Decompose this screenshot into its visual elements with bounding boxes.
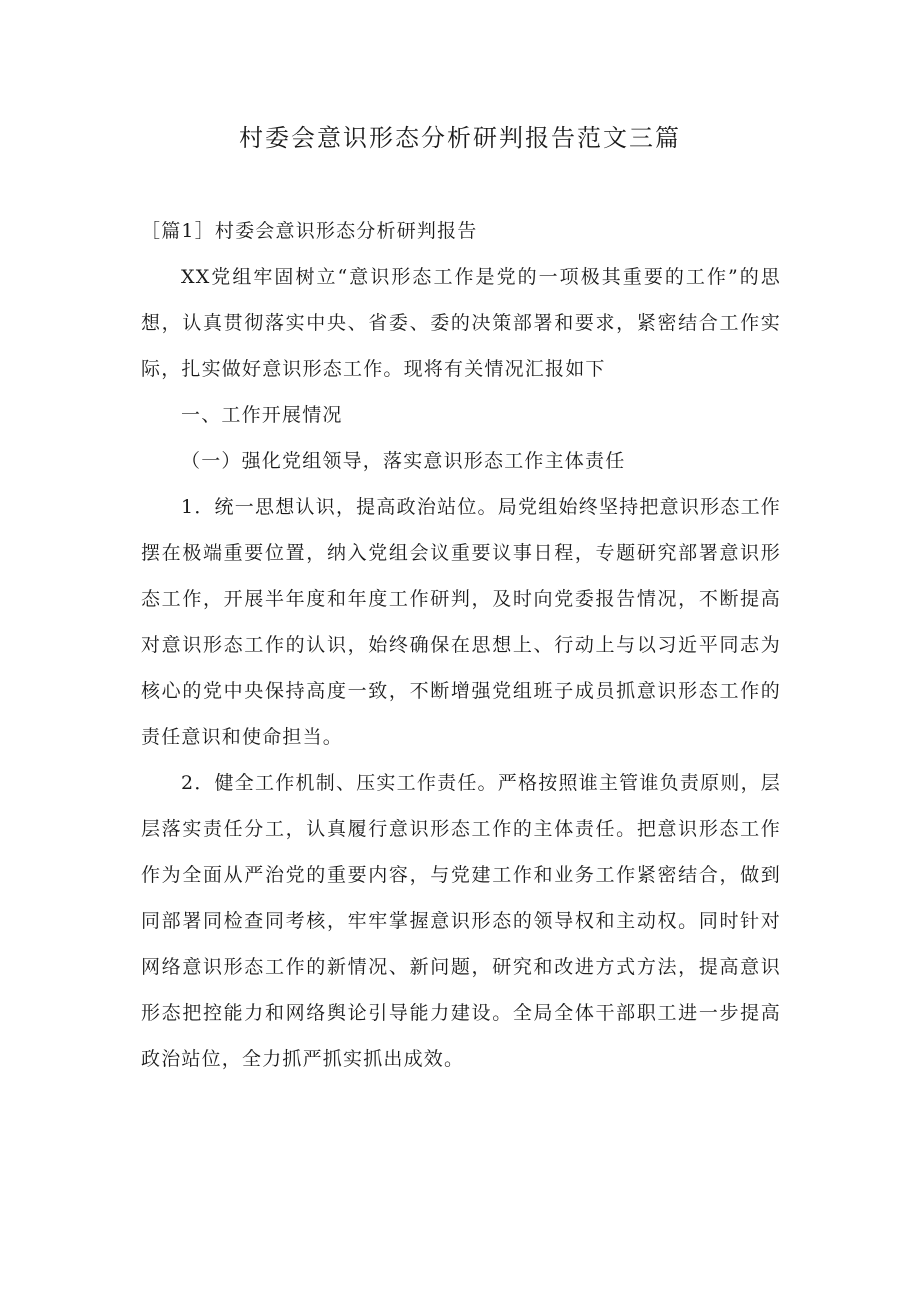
document-body [141,208,781,1082]
item-paragraph-2: 2．健全工作机制、压实工作责任。严格按照谁主管谁负责原则，层层落实责任分工，认真履行意识形态工作的主体责任。把意识形态工作作为全面从严治党的重要内容，与党建工作和业务工作紧密结合，做到同部署同检查同考核，牢牢掌握意识形态的领导权和主动权。同时针对网络意识形态工作的新情况、新问题，研究和改进方式方法，提高意识形态把控能力和网络舆论引导能力建设。全局全体干部职工进一步提高政治站位，全力抓严抓实抓出成效。 [141,772,781,1070]
section-heading: 一、工作开展情况 [181,404,343,426]
chapter-heading: ［篇1］村委会意识形态分析研判报告 [141,220,478,242]
item-paragraph-1: 1．统一思想认识，提高政治站位。局党组始终坚持把意识形态工作摆在极端重要位置，纳入党组会议重要议事日程，专题研究部署意识形态工作，开展半年度和年度工作研判，及时向党委报告情况，不断提高对意识形态工作的认识，始终确保在思想上、行动上与以习近平同志为核心的党中央保持高度一致，不断增强党组班子成员抓意识形态工作的责任意识和使命担当。 [141,496,781,748]
subsection-heading: （一）强化党组领导，落实意识形态工作主体责任 [181,450,626,472]
document-title: 村委会意识形态分析研判报告范文三篇 [239,124,681,152]
intro-paragraph: XX党组牢固树立“意识形态工作是党的一项极其重要的工作”的思想，认真贯彻落实中央、省委、委的决策部署和要求，紧密结合工作实际，扎实做好意识形态工作。现将有关情况汇报如下 [141,266,781,380]
